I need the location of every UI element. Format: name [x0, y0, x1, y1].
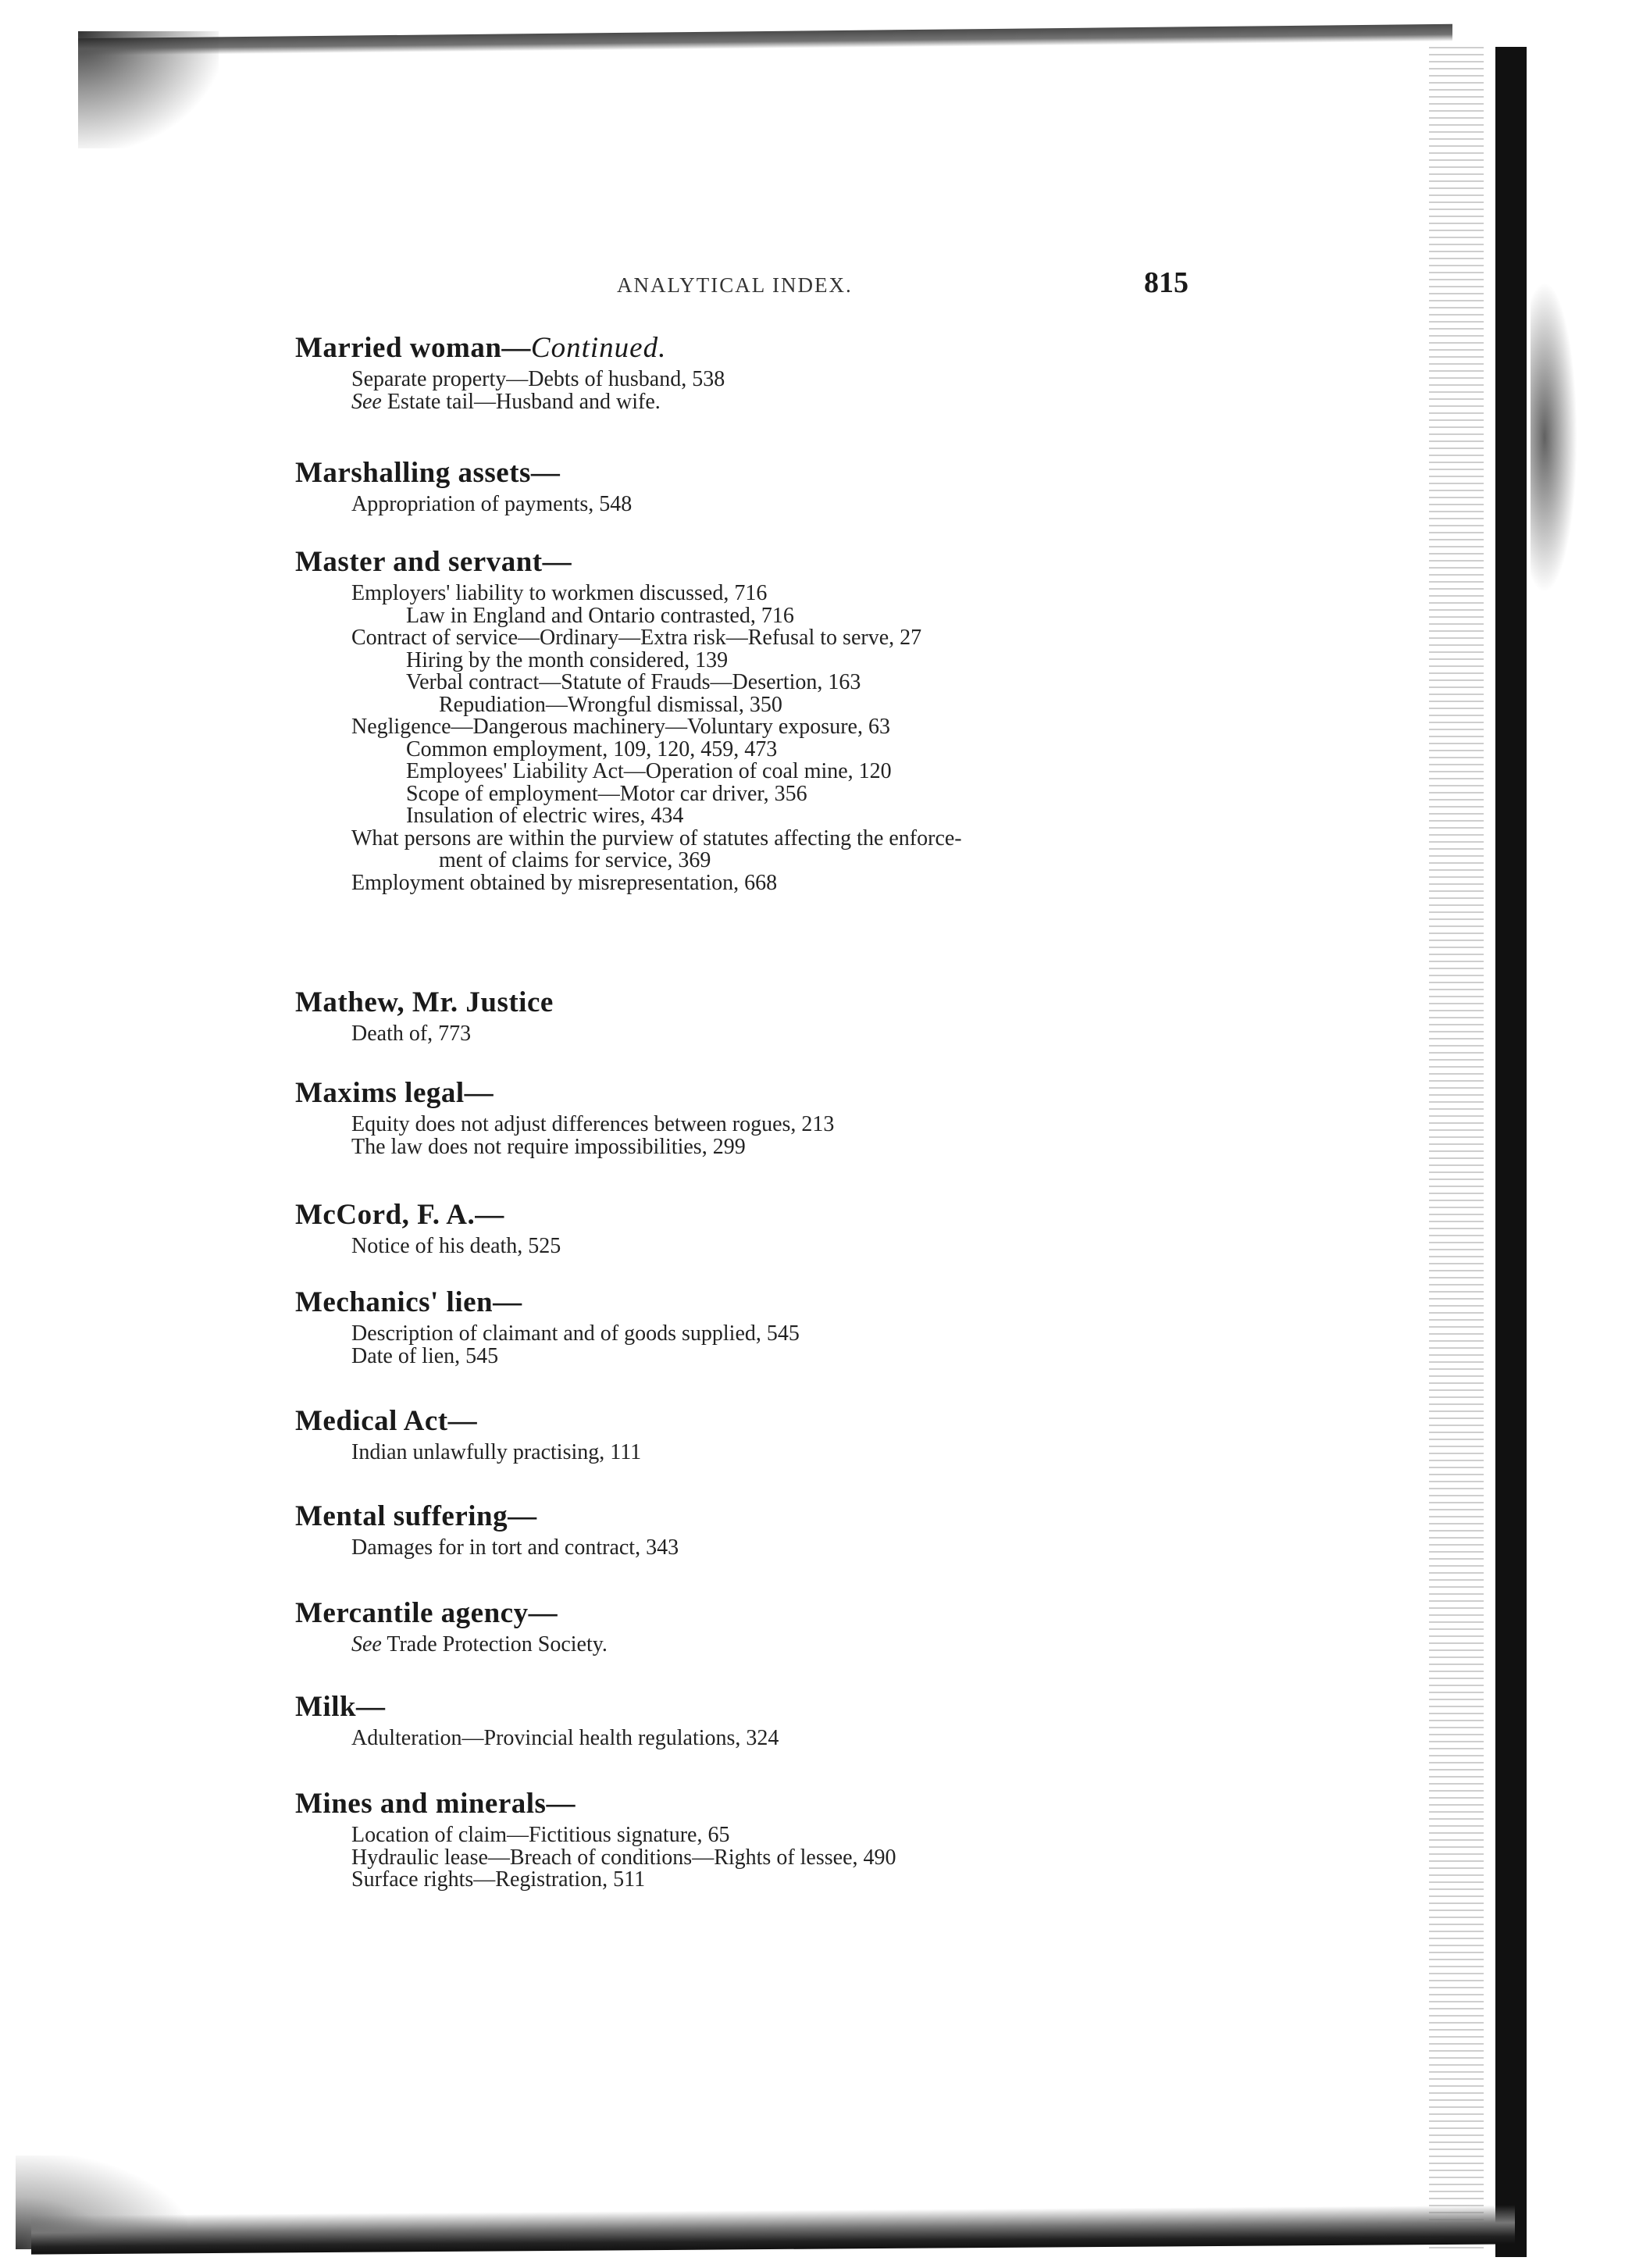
index-subentry: [295, 647, 962, 672]
subentry-text: Notice of his death, 525: [351, 1234, 561, 1258]
entry-heading-text: Mechanics' lien—: [295, 1286, 522, 1318]
index-entry-heading: [295, 1282, 800, 1323]
index-subentry: [295, 872, 962, 895]
index-subentry: [295, 828, 962, 850]
index-entry: [295, 1687, 779, 1750]
subentry-text: Death of, 773: [351, 1022, 472, 1046]
subentry-text: Common employment, 109, 120, 459, 473: [406, 736, 778, 761]
index-entry-heading: [295, 453, 632, 494]
index-entry: [295, 1401, 641, 1464]
subentry-text: Separate property—Debts of husband, 538: [351, 367, 725, 391]
index-subentry: [295, 1847, 896, 1870]
index-subentry: [295, 761, 962, 783]
subentry-text: Adulteration—Provincial health regulations, 324: [351, 1726, 779, 1750]
subentry-text: What persons are within the purview of statutes affecting the enforce-: [351, 826, 962, 850]
entry-heading-text: Mercantile agency—: [295, 1597, 558, 1629]
index-subentry: [295, 1442, 641, 1464]
index-subentry: [295, 1537, 679, 1560]
index-subentry: [295, 605, 962, 628]
index-subentry: [295, 805, 962, 828]
index-entry-heading: [295, 542, 962, 583]
index-entry: [295, 1496, 679, 1560]
index-subentry: [295, 1136, 834, 1159]
index-subentry: [295, 627, 962, 650]
index-subentry: [295, 850, 962, 872]
subentry-text: Date of lien, 545: [351, 1343, 499, 1368]
index-subentry: [295, 1824, 896, 1847]
scan-smudge-right: [1531, 281, 1577, 594]
index-entry-heading: [295, 1401, 641, 1442]
subentry-text: The law does not require impossibilities, 299: [351, 1134, 746, 1159]
entry-heading-text: Mathew, Mr. Justice: [295, 986, 554, 1018]
see-reference-label: See: [351, 1632, 382, 1656]
entry-heading-continued: Continued.: [530, 332, 667, 364]
index-entry: [295, 1195, 561, 1258]
subentry-text: Hiring by the month considered, 139: [406, 647, 729, 672]
subentry-text: Indian unlawfully practising, 111: [351, 1440, 642, 1464]
subentry-text: Employment obtained by misrepresentation, 668: [351, 870, 778, 895]
running-head: ANALYTICAL INDEX.: [617, 273, 853, 297]
entry-heading-text: Mental suffering—: [295, 1500, 537, 1532]
subentry-text: Law in England and Ontario contrasted, 716: [406, 603, 794, 628]
index-entry-heading: [295, 1496, 679, 1537]
index-entry: [295, 453, 632, 516]
scan-edge-bottom: [31, 2205, 1515, 2254]
index-subentry: [295, 783, 962, 806]
index-entry: [295, 982, 554, 1046]
page-number: 815: [1144, 266, 1188, 299]
subentry-text: Damages for in tort and contract, 343: [351, 1535, 679, 1560]
index-entry-heading: [295, 1593, 608, 1634]
entry-heading-text: Marshalling assets—: [295, 457, 561, 489]
index-subentry: [295, 369, 725, 391]
index-subentry: [295, 716, 962, 739]
subentry-text: Location of claim—Fictitious signature, 65: [351, 1823, 730, 1847]
scan-edge-top: [78, 24, 1452, 55]
subentry-text: Employees' Liability Act—Operation of coal mine, 120: [406, 759, 892, 783]
entry-heading-text: Married woman—: [295, 332, 531, 364]
entry-heading-text: McCord, F. A.—: [295, 1199, 504, 1231]
subentry-text: ment of claims for service, 369: [439, 848, 711, 872]
index-entry-heading: [295, 1195, 561, 1236]
subentry-text: Appropriation of payments, 548: [351, 492, 633, 516]
scan-edge-right-band: [1495, 47, 1527, 2257]
subentry-text: Description of claimant and of goods supplied, 545: [351, 1321, 800, 1346]
index-entry-heading: [295, 1073, 834, 1114]
index-subentry: [295, 1634, 608, 1656]
subentry-text: Hydraulic lease—Breach of conditions—Rights of lessee, 490: [351, 1845, 896, 1870]
entry-heading-text: Master and servant—: [295, 546, 572, 578]
index-subentry: [295, 1236, 561, 1258]
index-entry: [295, 1282, 800, 1368]
see-reference-label: See: [351, 389, 382, 414]
index-entry-heading: [295, 982, 554, 1023]
subentry-text: Insulation of electric wires, 434: [406, 804, 684, 828]
index-entry-heading: [295, 1687, 779, 1728]
index-subentry: [295, 1323, 800, 1346]
index-entry: [295, 1073, 834, 1158]
subentry-text: Employers' liability to workmen discussed, 716: [351, 581, 768, 605]
index-subentry: [295, 1023, 554, 1046]
subentry-text: Trade Protection Society.: [381, 1632, 608, 1656]
index-subentry: [295, 391, 725, 414]
index-subentry: [295, 1869, 896, 1892]
index-entry: [295, 328, 725, 413]
entry-heading-text: Maxims legal—: [295, 1077, 494, 1109]
subentry-text: Contract of service—Ordinary—Extra risk—Refusal to serve, 27: [351, 626, 922, 650]
index-entry: [295, 1593, 608, 1656]
subentry-text: Repudiation—Wrongful dismissal, 350: [439, 692, 782, 717]
index-subentry: [295, 494, 632, 516]
index-subentry: [295, 736, 962, 761]
index-entry-heading: [295, 328, 725, 369]
index-subentry: [295, 672, 962, 694]
entry-heading-text: Mines and minerals—: [295, 1788, 576, 1820]
index-subentry: [295, 583, 962, 605]
subentry-text: Equity does not adjust differences between rogues, 213: [351, 1112, 835, 1136]
entry-heading-text: Milk—: [295, 1691, 386, 1723]
subentry-text: Surface rights—Registration, 511: [351, 1867, 646, 1892]
index-subentry: [295, 1728, 779, 1750]
subentry-text: Verbal contract—Statute of Frauds—Desertion, 163: [406, 670, 861, 694]
subentry-text: Estate tail—Husband and wife.: [381, 389, 661, 414]
scan-edge-right-noise: [1429, 47, 1484, 2249]
subentry-text: Scope of employment—Motor car driver, 356: [406, 781, 807, 806]
subentry-text: Negligence—Dangerous machinery—Voluntary exposure, 63: [351, 715, 890, 739]
index-subentry: [295, 1343, 800, 1368]
index-subentry: [295, 694, 962, 717]
entry-heading-text: Medical Act—: [295, 1405, 478, 1437]
index-entry: [295, 1784, 896, 1892]
index-entry-heading: [295, 1784, 896, 1824]
index-subentry: [295, 1114, 834, 1136]
index-entry: [295, 542, 962, 894]
